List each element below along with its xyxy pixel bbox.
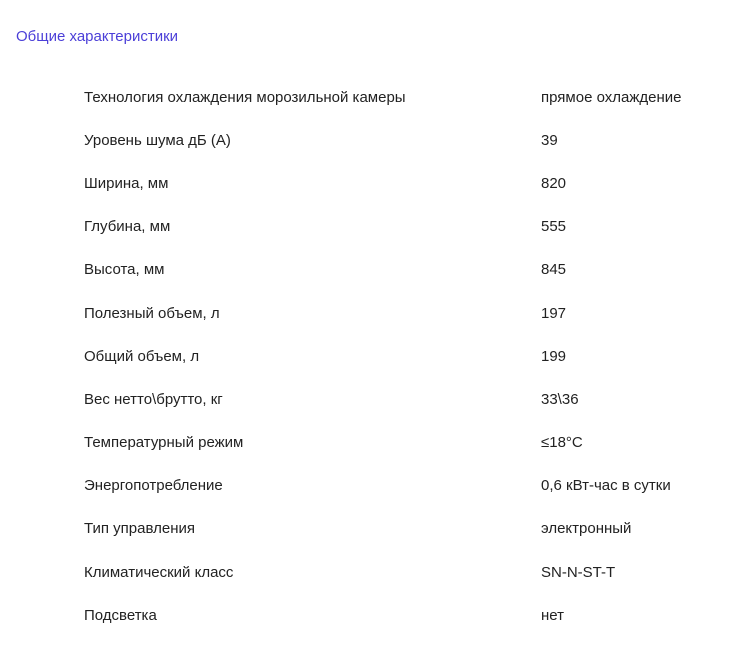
spec-name: Температурный режим <box>84 434 244 452</box>
section-title-general-specs[interactable]: Общие характеристики <box>16 28 179 45</box>
spec-value: 39 <box>541 131 558 149</box>
spec-value: нет <box>541 606 564 624</box>
spec-name: Тип управления <box>84 520 195 538</box>
spec-name: Ширина, мм <box>84 174 169 192</box>
spec-name: Вес нетто\брутто, кг <box>84 390 223 408</box>
spec-row-energy-consumption <box>84 465 724 508</box>
spec-value: 197 <box>541 304 567 322</box>
spec-name: Общий объем, л <box>84 347 200 365</box>
spec-row-climate-class <box>84 551 724 594</box>
spec-row-temperature-mode <box>84 422 724 465</box>
spec-name: Уровень шума дБ (А) <box>84 131 231 149</box>
spec-row-usable-volume <box>84 292 724 335</box>
spec-row-total-volume <box>84 335 724 378</box>
spec-value: 199 <box>541 347 567 365</box>
spec-row-cooling-technology <box>84 76 724 119</box>
spec-value: 845 <box>541 261 567 279</box>
specs-table <box>84 76 724 637</box>
spec-row-height <box>84 249 724 292</box>
spec-row-control-type <box>84 508 724 551</box>
spec-value: SN-N-ST-T <box>541 563 616 581</box>
spec-name: Высота, мм <box>84 261 165 279</box>
spec-name: Энергопотребление <box>84 477 223 495</box>
spec-value: электронный <box>541 520 632 538</box>
spec-value: 555 <box>541 218 567 236</box>
spec-value: прямое охлаждение <box>541 88 682 106</box>
spec-name: Полезный объем, л <box>84 304 220 322</box>
spec-row-weight <box>84 378 724 421</box>
spec-row-lighting <box>84 594 724 637</box>
spec-value: 820 <box>541 174 567 192</box>
spec-name: Глубина, мм <box>84 218 171 236</box>
spec-name: Подсветка <box>84 606 157 624</box>
spec-value: 33\36 <box>541 390 579 408</box>
spec-name: Технология охлаждения морозильной камеры <box>84 88 406 106</box>
spec-value: ≤18°C <box>541 434 583 452</box>
spec-row-width <box>84 162 724 205</box>
spec-row-noise-level <box>84 119 724 162</box>
spec-row-depth <box>84 206 724 249</box>
spec-value: 0,6 кВт-час в сутки <box>541 477 671 495</box>
spec-name: Климатический класс <box>84 563 234 581</box>
